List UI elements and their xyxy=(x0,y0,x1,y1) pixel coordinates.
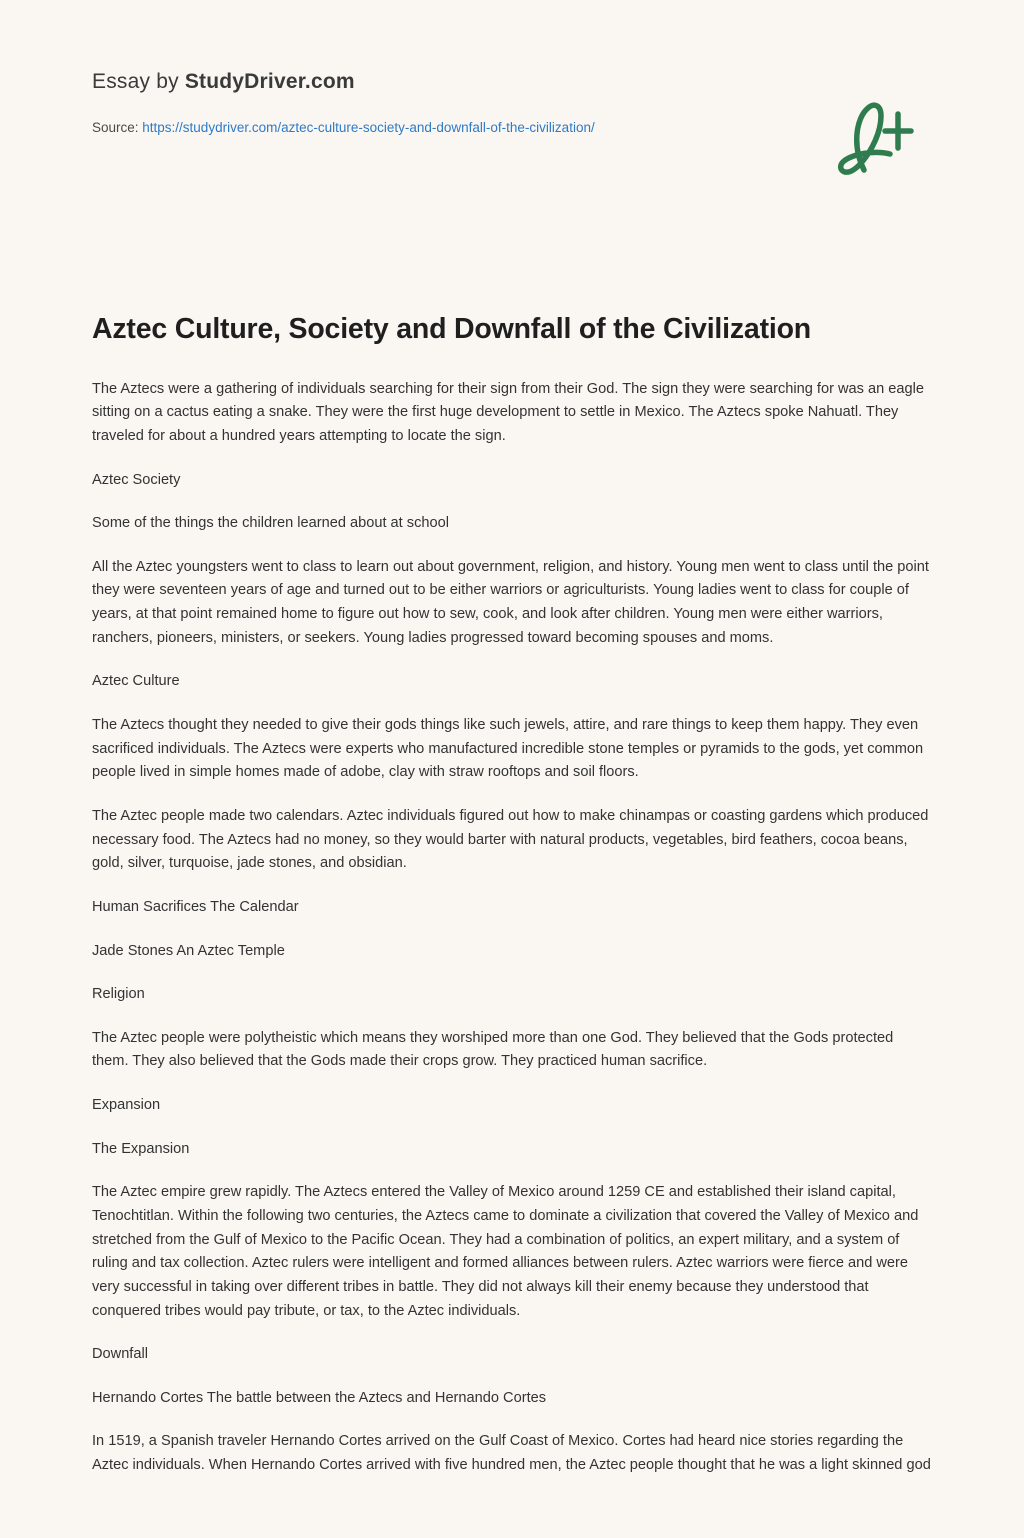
body-paragraph: The Aztec people were polytheistic which means they worshiped more than one God. They believed that the Gods protected them. They also believed that the Gods made their crops grow. They practiced human sacrifice. xyxy=(92,1029,894,1070)
studydriver-logo-icon xyxy=(812,88,932,198)
caption-human-sacrifices-calendar: Human Sacrifices The Calendar xyxy=(92,898,299,915)
essay-by-label: Essay by xyxy=(92,70,185,93)
section-heading-religion: Religion xyxy=(92,986,145,1003)
body-paragraph: The Aztecs were a gathering of individuals searching for their sign from their God. The sign they were searching for was an eagle sitting on a cactus eating a snake. They were the first huge development to settle in Mexico. The Aztecs spoke Nahuatl. They traveled for about a hundred years attempting to locate the sign. xyxy=(92,380,925,444)
source-line xyxy=(92,120,932,135)
section-heading-expansion: Expansion xyxy=(92,1097,161,1114)
body-paragraph: The Aztecs thought they needed to give their gods things like such jewels, attire, and rare things to keep them happy. They even sacrificed individuals. The Aztecs were experts who manufactured incredible stone temples or pyramids to the gods, yet common people lived in simple homes made of adobe, clay with straw rooftops and soil floors. xyxy=(92,717,924,781)
source-url-link[interactable]: https://studydriver.com/aztec-culture-society-and-downfall-of-the-civilization/ xyxy=(142,120,595,135)
document-header xyxy=(92,70,932,190)
brand-name: StudyDriver.com xyxy=(184,70,355,93)
body-paragraph: In 1519, a Spanish traveler Hernando Cortes arrived on the Gulf Coast of Mexico. Cortes had heard nice stories regarding the Aztec individuals. When Hernando Cortes arrived with five hundred men, the Aztec people thought that he was a light skinned god xyxy=(92,1433,931,1474)
section-heading-downfall: Downfall xyxy=(92,1346,148,1363)
source-label: Source: xyxy=(92,120,143,135)
section-heading-aztec-society: Aztec Society xyxy=(92,471,181,488)
body-paragraph: The Aztec empire grew rapidly. The Aztecs entered the Valley of Mexico around 1259 CE and established their island capital, Tenochtitlan. Within the following two centuries, the Aztecs came to dominate a civilization that covered the Valley of Mexico and stretched from the Gulf of Mexico to the Pacific Ocean. They had a combination of politics, an expert military, and a system of ruling and tax collection. Aztec rulers were intelligent and formed alliances between rulers. Aztec warriors were fierce and were very successful in taking over different tribes in battle. They did not always kill their enemy because they understood that conquered tribes would pay tribute, or tax, to the Aztec individuals. xyxy=(92,1184,919,1319)
caption-hernando-cortes-battle: Hernando Cortes The battle between the Aztecs and Hernando Cortes xyxy=(92,1389,547,1406)
caption-jade-stones-temple: Jade Stones An Aztec Temple xyxy=(92,942,285,959)
body-paragraph: All the Aztec youngsters went to class to learn out about government, religion, and history. Young men went to class until the point they were seventeen years of age and turned out to be either warriors or agriculturists. Young ladies went to class for couple of years, at that point remained home to figure out how to sew, cook, and look after children. Young men were either warriors, ranchers, pioneers, ministers, or seekers. Young ladies progressed toward becoming spouses and moms. xyxy=(92,558,929,646)
caption-the-expansion: The Expansion xyxy=(92,1140,190,1157)
caption-school-learning: Some of the things the children learned about at school xyxy=(92,515,449,532)
essay-byline xyxy=(92,70,932,94)
body-paragraph: The Aztec people made two calendars. Aztec individuals figured out how to make chinampas or coasting gardens which produced necessary food. The Aztecs had no money, so they would barter with natural products, vegetables, bird feathers, cocoa beans, gold, silver, turquoise, jade stones, and obsidian. xyxy=(92,807,929,872)
page-title: Aztec Culture, Society and Downfall of the Civilization xyxy=(92,313,811,345)
document-body xyxy=(92,378,932,1478)
section-heading-aztec-culture: Aztec Culture xyxy=(92,673,180,690)
